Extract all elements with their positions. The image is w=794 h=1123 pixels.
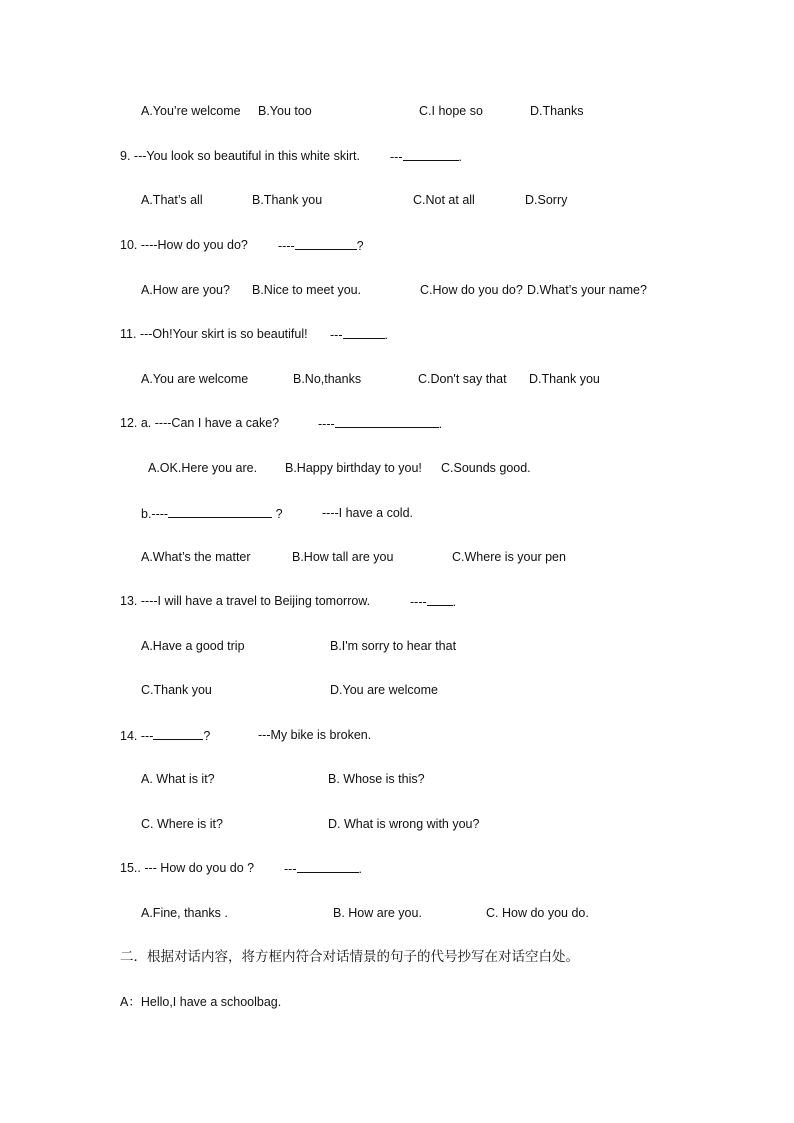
q11-reply — [330, 326, 388, 343]
q10-option-a: A.How are you? — [141, 283, 230, 297]
q12a-reply-dashes: ---- — [318, 417, 335, 431]
question-12a — [120, 415, 279, 431]
q10-option-c: C.How do you do? — [420, 283, 523, 297]
answer-blank — [427, 593, 453, 606]
q12-prompt: ----Can I have a cake? — [154, 416, 280, 430]
q9-number: 9. — [120, 149, 131, 163]
q14-question-mark: ? — [203, 729, 211, 743]
q12b-prefix: b.---- — [141, 507, 169, 521]
q13-reply — [410, 593, 456, 610]
q12a-reply — [318, 415, 442, 432]
q14-option-d: D. What is wrong with you? — [328, 817, 480, 831]
q12a-end: . — [438, 417, 443, 431]
question-10 — [120, 237, 248, 253]
q9-end: . — [458, 150, 462, 164]
q13-end: . — [452, 595, 457, 609]
answer-blank — [168, 505, 272, 518]
q15-prompt: --- How do you do ? — [144, 861, 255, 875]
q14-reply: ---My bike is broken. — [258, 728, 372, 742]
question-15 — [120, 860, 254, 876]
q10-number: 10. — [120, 238, 138, 252]
q11-option-a: A.You are welcome — [141, 372, 249, 386]
q11-option-b: B.No,thanks — [293, 372, 362, 386]
q11-option-d: D.Thank you — [529, 372, 600, 386]
question-13 — [120, 593, 370, 609]
q10-reply-dashes: ---- — [278, 239, 295, 253]
q13-reply-dashes: ---- — [410, 595, 427, 609]
answer-blank — [335, 415, 439, 428]
q14-option-c: C. Where is it? — [141, 817, 223, 831]
q9-option-c: C.Not at all — [413, 193, 475, 207]
q15-reply-dashes: --- — [284, 862, 297, 876]
answer-blank — [403, 148, 459, 161]
q9-option-d: D.Sorry — [525, 193, 568, 207]
q9-prompt: ---You look so beautiful in this white skirt. — [133, 149, 360, 163]
q8-option-b: B.You too — [258, 104, 312, 118]
q15-end: . — [358, 862, 362, 876]
q10-end: ? — [356, 239, 364, 253]
answer-blank — [153, 727, 203, 740]
question-12b — [141, 505, 283, 522]
q11-reply-dashes: --- — [330, 328, 343, 342]
answer-blank — [297, 860, 359, 873]
q11-option-c: C.Don't say that — [418, 372, 507, 386]
q9-option-b: B.Thank you — [252, 193, 323, 207]
q10-option-b: B.Nice to meet you. — [252, 283, 362, 297]
q8-option-d: D.Thanks — [530, 104, 584, 118]
q13-number: 13. — [120, 594, 138, 608]
dialog-line-1: A：Hello,I have a schoolbag. — [120, 995, 282, 1009]
q8-option-c: C.I hope so — [419, 104, 483, 118]
q10-reply — [278, 237, 364, 254]
q12a-option-b: B.Happy birthday to you! — [285, 461, 422, 475]
q11-end: . — [384, 328, 388, 342]
q15-option-a: A.Fine, thanks . — [141, 906, 228, 920]
q14-prefix: --- — [140, 729, 154, 743]
q9-reply — [390, 148, 462, 165]
q10-prompt: ----How do you do? — [140, 238, 248, 252]
q9-option-a: A.That’s all — [141, 193, 203, 207]
q15-option-c: C. How do you do. — [486, 906, 589, 920]
q13-option-a: A.Have a good trip — [141, 639, 245, 653]
q11-number: 11. — [120, 327, 137, 341]
q12b-option-a: A.What’s the matter — [141, 550, 251, 564]
q11-prompt: ---Oh!Your skirt is so beautiful! — [139, 327, 308, 341]
q14-option-a: A. What is it? — [141, 772, 215, 786]
q15-option-b: B. How are you. — [333, 906, 422, 920]
question-9 — [120, 148, 360, 164]
q12a-option-c: C.Sounds good. — [441, 461, 531, 475]
q15-number: 15.. — [120, 861, 141, 875]
section-2-title: 二．根据对话内容，将方框内符合对话情景的句子的代号抄写在对话空白处。 — [120, 949, 579, 964]
q13-option-b: B.I'm sorry to hear that — [330, 639, 457, 653]
q12b-reply: ----I have a cold. — [322, 506, 414, 520]
question-11 — [120, 326, 308, 342]
q12a-option-a: A.OK.Here you are. — [148, 461, 258, 475]
q12b-question-mark: ? — [275, 507, 283, 521]
answer-blank — [343, 326, 385, 339]
q8-option-a: A.You’re welcome — [141, 104, 241, 118]
q12b-option-b: B.How tall are you — [292, 550, 394, 564]
q12b-option-c: C.Where is your pen — [452, 550, 566, 564]
question-14 — [120, 727, 210, 744]
q12-number: 12. a. — [120, 416, 152, 430]
q9-reply-dashes: --- — [390, 150, 403, 164]
q14-option-b: B. Whose is this? — [328, 772, 425, 786]
q14-number: 14. — [120, 729, 138, 743]
q15-reply — [284, 860, 362, 877]
q13-option-c: C.Thank you — [141, 683, 212, 697]
q13-prompt: ----I will have a travel to Beijing tomorrow. — [140, 594, 371, 608]
answer-blank — [295, 237, 357, 250]
q10-option-d: D.What’s your name? — [527, 283, 647, 297]
q13-option-d: D.You are welcome — [330, 683, 438, 697]
